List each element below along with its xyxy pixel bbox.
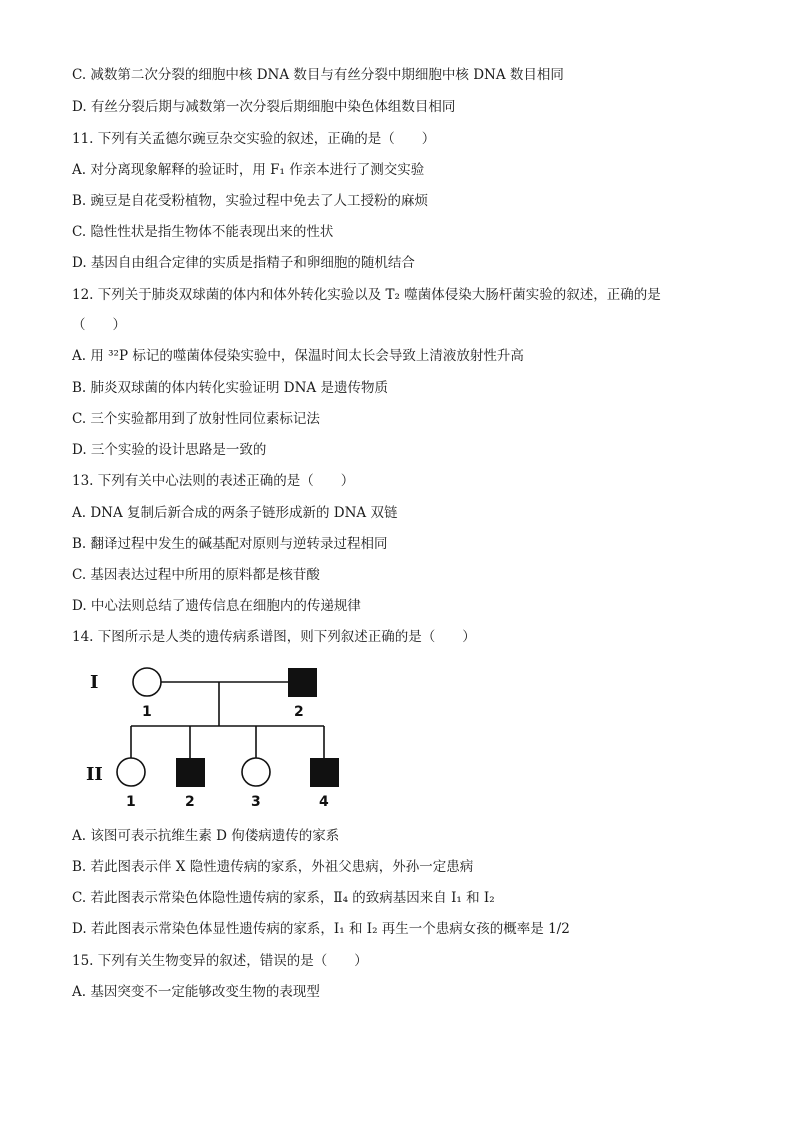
gen2-2-label: 2 — [185, 794, 195, 810]
option-12b: B. 肺炎双球菌的体内转化实验证明 DNA 是遗传物质 — [72, 380, 388, 396]
option-15a: A. 基因突变不一定能够改变生物的表现型 — [72, 984, 320, 1000]
option-12a: A. 用 ³²P 标记的噬菌体侵染实验中，保温时间太长会导致上清液放射性升高 — [72, 348, 524, 364]
gen1-2-label: 2 — [294, 704, 304, 720]
gen2-label: II — [86, 764, 103, 785]
gen1-female-1 — [133, 668, 161, 696]
option-13c: C. 基因表达过程中所用的原料都是核苷酸 — [72, 567, 320, 583]
option-13b: B. 翻译过程中发生的碱基配对原则与逆转录过程相同 — [72, 536, 388, 552]
option-11a: A. 对分离现象解释的验证时，用 F₁ 作亲本进行了测交实验 — [72, 162, 425, 178]
gen1-label: I — [90, 672, 99, 693]
option-14a: A. 该图可表示抗维生素 D 佝偻病遗传的家系 — [72, 828, 340, 844]
gen1-male-2-affected — [288, 668, 317, 697]
gen2-4-label: 4 — [319, 794, 329, 810]
question-11: 11. 下列有关孟德尔豌豆杂交实验的叙述，正确的是（ ） — [72, 131, 436, 147]
question-13: 13. 下列有关中心法则的表述正确的是（ ） — [72, 473, 355, 489]
question-12: 12. 下列关于肺炎双球菌的体内和体外转化实验以及 T₂ 噬菌体侵染大肠杆菌实验的叙述，正确的是 — [72, 287, 661, 303]
gen1-1-label: 1 — [142, 704, 152, 720]
gen2-female-3 — [242, 758, 270, 786]
question-14: 14. 下图所示是人类的遗传病系谱图，则下列叙述正确的是（ ） — [72, 629, 476, 645]
gen2-male-2-affected — [176, 758, 205, 787]
gen2-1-label: 1 — [126, 794, 136, 810]
option-12d: D. 三个实验的设计思路是一致的 — [72, 442, 267, 458]
option-13d: D. 中心法则总结了遗传信息在细胞内的传递规律 — [72, 598, 361, 614]
line-10c: C. 减数第二次分裂的细胞中核 DNA 数目与有丝分裂中期细胞中核 DNA 数目相同 — [72, 67, 564, 83]
option-14b: B. 若此图表示伴 X 隐性遗传病的家系，外祖父患病，外孙一定患病 — [72, 859, 474, 875]
pedigree-chart — [80, 658, 360, 818]
option-14c: C. 若此图表示常染色体隐性遗传病的家系，Ⅱ₄ 的致病基因来自 Ⅰ₁ 和 Ⅰ₂ — [72, 890, 495, 906]
option-12c: C. 三个实验都用到了放射性同位素标记法 — [72, 411, 320, 427]
gen2-female-1 — [117, 758, 145, 786]
question-12-bracket: （ ） — [72, 317, 126, 333]
gen2-3-label: 3 — [251, 794, 261, 810]
question-15: 15. 下列有关生物变异的叙述，错误的是（ ） — [72, 953, 368, 969]
line-10d: D. 有丝分裂后期与减数第一次分裂后期细胞中染色体组数目相同 — [72, 99, 456, 115]
option-11b: B. 豌豆是自花受粉植物，实验过程中免去了人工授粉的麻烦 — [72, 193, 429, 209]
option-14d: D. 若此图表示常染色体显性遗传病的家系，Ⅰ₁ 和 Ⅰ₂ 再生一个患病女孩的概率是 1/2 — [72, 921, 570, 937]
option-11c: C. 隐性性状是指生物体不能表现出来的性状 — [72, 224, 334, 240]
option-13a: A. DNA 复制后新合成的两条子链形成新的 DNA 双链 — [72, 505, 398, 521]
gen2-male-4-affected — [310, 758, 339, 787]
option-11d: D. 基因自由组合定律的实质是指精子和卵细胞的随机结合 — [72, 255, 415, 271]
